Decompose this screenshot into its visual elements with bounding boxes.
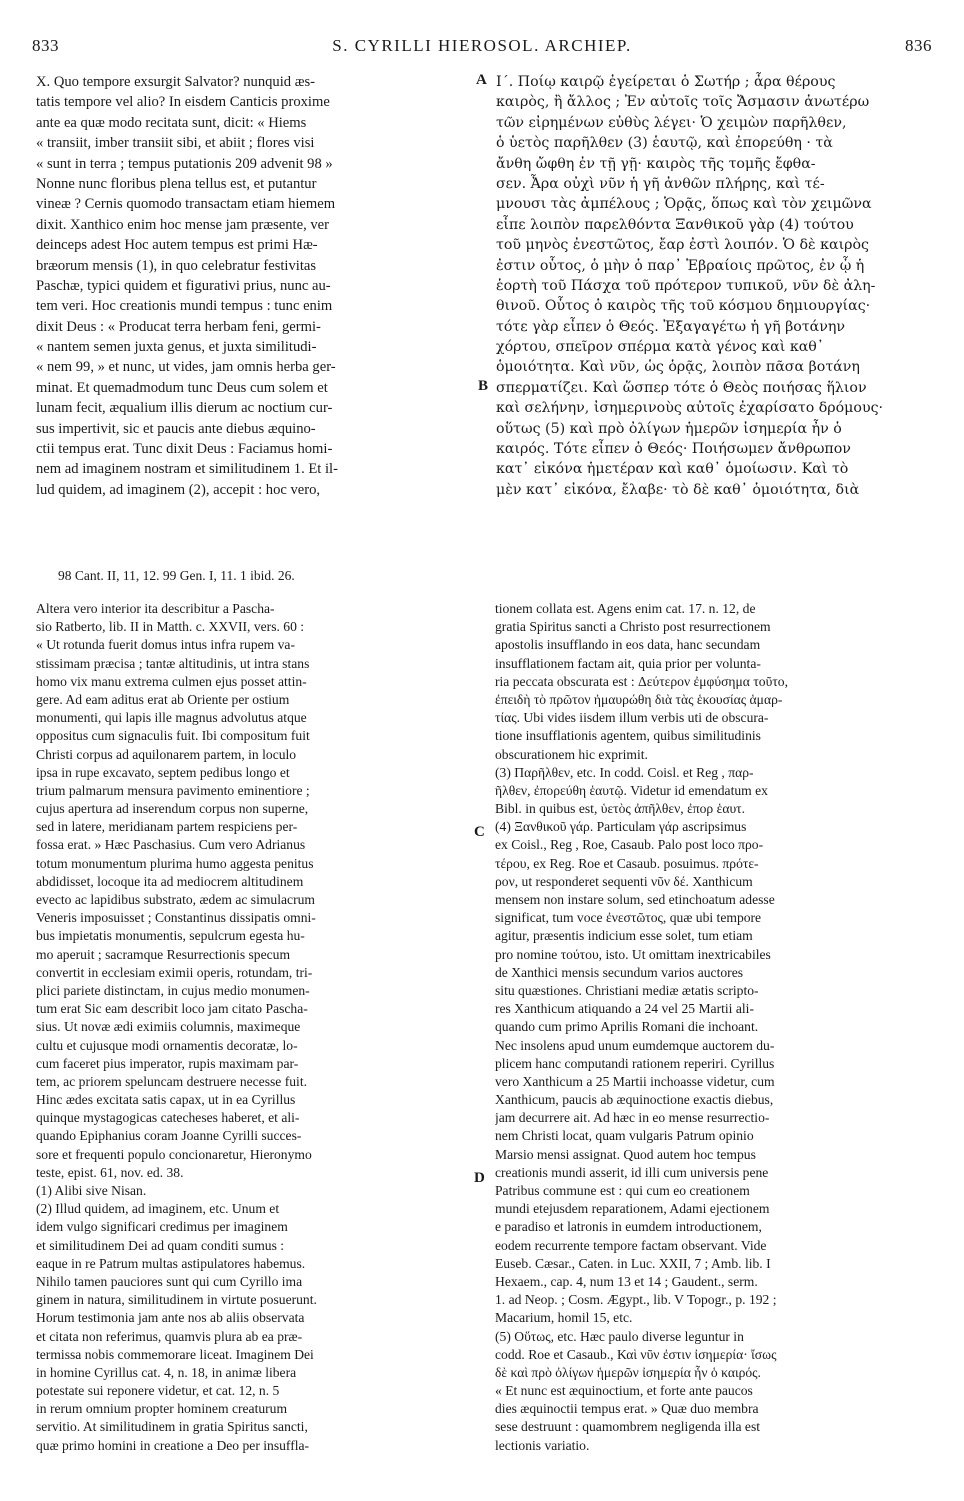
note-line: (4) Ξανθικοῦ γάρ. Particulam γάρ ascripsimus (495, 819, 747, 835)
greek-text-line: καιρὸς, ἢ ἄλλος ; Ἐν αὐτοῖς τοῖς Ἄσμασιν ἀνωτέρω (496, 94, 870, 111)
greek-text-line: εἶπε λοιπὸν παρελθόντα Ξανθικοῦ γὰρ (4) τούτου (496, 216, 854, 233)
note-line: sed in latere, meridianam partem respiciens per- (36, 819, 298, 835)
note-line: (3) Παρῆλθεν, etc. In codd. Coisl. et Reg , παρ- (495, 764, 754, 780)
greek-text-line: Ι΄. Ποίῳ καιρῷ ἐγείρεται ὁ Σωτήρ ; ἆρα θέρους (496, 74, 836, 90)
latin-text-line: « nem 99, » et nunc, ut vides, jam omnis herba ger- (36, 359, 336, 376)
note-line: Euseb. Cæsar., Caten. in Luc. XXII, 7 ; Amb. lib. I (495, 1255, 771, 1271)
greek-text-line: κατ᾽ εἰκόνα ἡμετέραν καὶ καθ᾽ ὁμοίωσιν. Καὶ τὸ (496, 461, 849, 478)
greek-text-column (496, 72, 932, 500)
latin-text-line: lunam fecit, æqualium illis dierum ac noctium cur- (36, 400, 333, 417)
greek-text-line: σπερματίζει. Καὶ ὥσπερ τότε ὁ Θεὸς ποιήσας ἥλιον (496, 379, 867, 396)
note-line: plici pariete distinctam, in cujus medio monumen- (36, 982, 310, 998)
note-line: trium palmarum mensura pavimento eminentiore ; (36, 782, 310, 798)
latin-text-line: Paschæ, typici quidem et figurativi prius, nunc au- (36, 277, 331, 294)
note-line: dies æquinoctii tempus erat. » Quæ duo membra (495, 1401, 759, 1417)
page-number-right: 836 (905, 36, 932, 55)
notes-right-column (495, 600, 931, 1455)
note-line: servitio. At similitudinem in gratia Spiritus sancti, (36, 1419, 308, 1435)
note-line: (2) Illud quidem, ad imaginem, etc. Unum et (36, 1201, 280, 1217)
note-line: Christi corpus ad aquilonarem partem, in loculo (36, 746, 297, 762)
note-line: jam decurrere ait. Ad hæc in eo mense resurrectio- (495, 1110, 770, 1126)
note-line: e paradiso et latronis in eumdem introductionem, (495, 1219, 762, 1235)
greek-text-line: ἐστιν οὗτος, ὁ μὴν ὁ παρ᾽ Ἑβραίοις πρῶτος, ἐν ᾧ ἡ (496, 257, 865, 274)
note-line: eaque in re Patrum multas astipulatores habemus. (36, 1255, 306, 1271)
note-line: vero Xanthicum a 25 Martii inchoasse videtur, cum (495, 1073, 775, 1089)
margin-letter-b: B (478, 378, 489, 394)
note-line: « Ut rotunda fuerit domus intus infra rupem va- (36, 637, 295, 653)
note-line: et similitudinem Dei ad quam conditi sumus : (36, 1237, 285, 1253)
note-line: 1. ad Neop. ; Cosm. Ægypt., lib. V Topogr., p. 192 ; (495, 1292, 777, 1308)
greek-text-line: τότε γὰρ εἶπεν ὁ Θεός. Ἐξαγαγέτω ἡ γῆ βοτάνην (496, 318, 846, 335)
note-line: quando Epiphanius coram Joanne Cyrilli succes- (36, 1128, 302, 1144)
note-line: agitur, præsentis indicium esse solet, tum etiam (495, 928, 753, 944)
note-line: quinque mystagogicas catecheses haberet, et ali- (36, 1110, 300, 1126)
latin-text-line: dixit. Xanthico enim hoc mense jam præsente, ver (36, 216, 330, 233)
note-line: plicem hanc computandi rationem reperiri. Cyrillus (495, 1055, 775, 1071)
latin-text-line: Nonne nunc floribus plena tellus est, et putantur (36, 175, 317, 192)
note-line: tione insufflationis agentem, quibus similitudinis (495, 728, 761, 744)
note-line: pro nomine τούτου, isto. Ut omittam inextricabiles (495, 946, 771, 962)
latin-text-line: deinceps adest Hoc autem tempus est primi Hæ- (36, 237, 318, 254)
note-line: teste, epist. 61, nov. ed. 38. (36, 1164, 184, 1180)
scripture-footnote: 98 Cant. II, 11, 12. 99 Gen. I, 11. 1 ibid. 26. (58, 568, 295, 583)
note-line: mo aperuit ; sacramque Resurrectionis specum (36, 946, 291, 962)
greek-text-line: ἑορτὴ τοῦ Πάσχα τοῦ πρότερον τυπικοῦ, νῦν δὲ ἀλη- (496, 277, 876, 294)
note-line: de Xanthici mensis secundum varios auctores (495, 964, 744, 980)
note-line: (1) Alibi sive Nisan. (36, 1183, 147, 1198)
note-line: Altera vero interior ita describitur a Pascha- (36, 601, 275, 616)
note-line: cultu et cujusque modi ornamentis decoratæ, lo- (36, 1037, 298, 1053)
note-line: bus impietatis monumentis, sepulcrum egesta hu- (36, 928, 305, 944)
latin-text-line: bræorum mensis (1), in quo celebratur festivitas (36, 257, 317, 274)
note-line: Patribus commune est : qui cum eo creationem (495, 1183, 750, 1198)
note-line: quæ primo homini in creatione a Deo per insuffla- (36, 1437, 310, 1453)
latin-text-line: sus impertivit, sic et paucis ante diebus æquino- (36, 420, 316, 437)
note-line: codd. Roe et Casaub., Καὶ νῦν ἐστιν ἰσημερία· ἴσως (495, 1346, 777, 1362)
note-line: Hinc ædes excitata satis capax, ut in ea Cyrillus (36, 1092, 296, 1108)
note-line: « Et nunc est æquinoctium, et forte ante paucos (495, 1383, 753, 1399)
note-line: τέρου, ex Reg. Roe et Casaub. posuimus. πρότε- (495, 855, 759, 871)
note-line: insufflationem factam ait, quia prior per volunta- (495, 655, 761, 671)
note-line: eodem recurrente tempore factam observant. Vide (495, 1237, 767, 1253)
latin-text-column (36, 72, 472, 500)
note-line: fossa erat. » Hæc Paschasius. Cum vero Adrianus (36, 837, 306, 853)
greek-text-line: θινοῦ. Οὗτος ὁ καιρὸς τῆς τοῦ κόσμου δημιουργίας· (496, 298, 871, 315)
running-title: S. CYRILLI HIEROSOL. ARCHIEP. (332, 36, 632, 55)
note-line: totum monumentum plurima humo aggesta penitus (36, 855, 314, 871)
note-line: termissa nobis commemorare liceat. Imaginem Dei (36, 1346, 314, 1362)
note-line: δὲ καὶ πρὸ ὀλίγων ἡμερῶν ἰσημερία ἦν ὁ καιρός. (495, 1364, 761, 1380)
note-line: gratia Spiritus sancti a Christo post resurrectionem (495, 619, 771, 635)
note-line: sio Ratberto, lib. II in Matth. c. XXVII, vers. 60 : (36, 619, 305, 635)
note-line: mensem non instare solum, sed etinchoatum adesse (495, 892, 775, 907)
note-line: lectionis variatio. (495, 1437, 590, 1453)
latin-text-line: minat. Et quemadmodum tunc Deus cum solem et (36, 379, 328, 396)
note-line: convertit in ecclesiam eximii operis, rotundam, tri- (36, 964, 313, 980)
note-line: abdidisset, locoque ita ad mediocrem altitudinem (36, 873, 304, 889)
note-line: Horum testimonia jam ante nos ab aliis observata (36, 1310, 305, 1326)
note-line: Nihilo tamen pauciores sunt qui cum Cyrillo ima (36, 1273, 303, 1289)
greek-text-line: οὕτως (5) καὶ πρὸ ὀλίγων ἡμερῶν ἰσημερία ἦν ὁ (496, 420, 842, 437)
note-line: nem Christi locat, quam vulgaris Patrum opinio (495, 1128, 754, 1144)
greek-text-line: σεν. Ἆρα οὐχὶ νῦν ἡ γῆ ἀνθῶν πλήρης, καὶ τέ- (496, 175, 825, 192)
note-line: mundi etejusdem reparationem, Adami ejectionem (495, 1201, 770, 1217)
latin-text-line: lud quidem, ad imaginem (2), accepit : hoc vero, (36, 481, 321, 498)
note-line: cum faceret pius imperator, rupis maximam par- (36, 1055, 299, 1071)
greek-text-line: τῶν εἰρημένων εὐθὺς λέγει· Ὁ χειμὼν παρῆλθεν, (496, 114, 847, 131)
greek-text-line: μὲν κατ᾽ εἰκόνα, ἔλαβε· τὸ δὲ καθ᾽ ὁμοιότητα, διὰ (496, 481, 860, 498)
note-line: ῆλθεν, ἐπορεύθη ἑαυτῷ. Videtur id emendatum ex (495, 782, 768, 798)
latin-text-line: tatis tempore vel alio? In eisdem Canticis proxime (36, 94, 330, 111)
note-line: stissimam præcisa ; tantæ altitudinis, ut intra stans (36, 655, 310, 671)
note-line: oppositus cum signaculis fuit. Ibi compositum fuit (36, 728, 310, 744)
note-line: evecto ac lapidibus substrato, ædem ac simulacrum (36, 892, 315, 907)
page-header (32, 36, 932, 58)
note-line: Macarium, homil 15, etc. (495, 1310, 633, 1326)
note-line: ρον, ut responderet sequenti νῦν δέ. Xanthicum (495, 873, 753, 889)
latin-text-line: « transiit, imber transiit sibi, et abiit ; flores visi (36, 135, 315, 152)
note-line: sius. Ut novæ ædi eximiis columnis, maximeque (36, 1019, 301, 1035)
note-line: tum erat Sic eam describit loco jam citato Pascha- (36, 1001, 308, 1017)
greek-text-line: ὁμοιότητα. Καὶ νῦν, ὡς ὁρᾷς, λοιπὸν πᾶσα βοτάνη (496, 359, 860, 376)
greek-text-line: τοῦ μηνὸς ἐνεστῶτος, ἔαρ ἐστὶ λοιπόν. Ὁ δὲ καιρὸς (496, 237, 869, 254)
page-number-left: 833 (32, 36, 59, 55)
note-line: res Xanthicum atiquando a 24 vel 25 Martii ali- (495, 1001, 754, 1017)
note-line: potestate sui reponere videtur, et cat. 12, n. 5 (36, 1383, 280, 1399)
note-line: (5) Οὕτως, etc. Hæc paulo diverse leguntur in (495, 1328, 744, 1344)
note-line: cujus apertura ad inserendum corpus non superne, (36, 801, 309, 817)
note-line: in rerum omnium propter hominem creaturum (36, 1401, 288, 1417)
note-line: ginem in natura, similitudinem in virtute posuerunt. (36, 1292, 317, 1308)
latin-text-line: vineæ ? Cernis quomodo transactam etiam hiemem (36, 196, 336, 213)
note-line: Marsio mensi assignat. Quod autem hoc tempus (495, 1146, 756, 1162)
note-line: Xanthicum, paucis ab æquinoctione exactis diebus, (495, 1092, 774, 1108)
note-line: monumenti, qui lapis ille magnus advolutus atque (36, 710, 307, 726)
margin-letter-a: A (476, 72, 487, 88)
latin-text-line: dixit Deus : « Producat terra herbam feni, germi- (36, 318, 321, 335)
note-line: sese destruunt : quamombrem negligenda illa est (495, 1419, 761, 1435)
latin-text-line: ctii tempus erat. Tunc dixit Deus : Faciamus homi- (36, 441, 333, 458)
latin-text-line: « sunt in terra ; tempus putationis 209 advenit 98 » (36, 155, 333, 172)
greek-text-line: χόρτου, σπεῖρον σπέρμα κατὰ γένος καὶ καθ᾽ (496, 339, 824, 356)
greek-text-line: ἄνθη ὤφθη ἐν τῇ γῇ· καιρὸς τῆς τομῆς ἔφθα- (496, 155, 816, 172)
note-line: tionem collata est. Agens enim cat. 17. n. 12, de (495, 601, 756, 616)
latin-text-line: « nantem semen juxta genus, et juxta similitudi- (36, 339, 317, 356)
note-line: Hexaem., cap. 4, num 13 et 14 ; Gaudent., serm. (495, 1273, 758, 1289)
note-line: ria peccata obscurata est : Δεύτερον ἐμφύσημα τοῦτο, (495, 673, 788, 689)
greek-text-line: μνουσι τὰς ἀμπέλους ; Ὁρᾷς, ὅπως καὶ τὸν χειμῶνα (496, 196, 872, 213)
note-line: ἐπειδὴ τὸ πρῶτον ἠμαυρώθη διὰ τὰς ἑκουσίας ἁμαρ- (495, 691, 783, 707)
note-line: apostolis insufflando in eos data, hanc secundam (495, 637, 761, 653)
latin-text-line: ante ea quæ modo recitata sunt, dicit: « Hiems (36, 114, 307, 131)
note-line: Nec insolens apud unum eumdemque auctorem du- (495, 1037, 775, 1053)
greek-text-line: καὶ σελήνην, ἰσημερινοὺς αὐτοῖς ἐχαρίσατο δρόμους· (496, 400, 884, 417)
note-line: quando cum primo Aprilis Romani die inchoant. (495, 1019, 759, 1035)
note-line: Bibl. in quibus est, ὑετὸς ἀπῆλθεν, ἐπορ ἑαυτ. (495, 801, 746, 817)
latin-text-line: X. Quo tempore exsurgit Salvator? nunquid æs- (36, 74, 315, 90)
note-line: obscurationem hic exprimit. (495, 746, 648, 762)
latin-text-line: nem ad imaginem nostram et similitudinem 1. Et il- (36, 461, 338, 478)
note-line: τίας. Ubi vides iisdem illum verbis uti de obscura- (495, 710, 769, 726)
note-line: ipsa in rupe excavato, septem pedibus longo et (36, 764, 290, 780)
note-line: homo vix manu extrema culmen ejus posset attin- (36, 673, 307, 689)
latin-text-line: tem veri. Hoc creationis mundi tempus : tunc enim (36, 298, 333, 315)
note-line: gere. Ad eam aditus erat ab Oriente per ostium (36, 691, 290, 707)
note-line: tem, ac priorem speluncam destruere necesse fuit. (36, 1073, 308, 1089)
note-line: Veneris imposuisset ; Constantinus dissipatis omni- (36, 910, 316, 926)
note-line: et citata non referimus, quamvis plura ab ea præ- (36, 1328, 303, 1344)
note-line: significat, tum voce ἐνεστῶτος, quæ ubi tempore (495, 910, 762, 926)
note-line: creationis mundi asserit, id illi cum universis pene (495, 1164, 769, 1180)
greek-text-line: καιρός. Τότε εἶπεν ὁ Θεός· Ποιήσωμεν ἄνθρωπον (496, 441, 851, 458)
note-line: ex Coisl., Reg , Roe, Casaub. Palo post loco προ- (495, 837, 764, 853)
note-line: idem vulgo significari credimus per imaginem (36, 1219, 288, 1235)
note-line: sore et frequenti populo concionaretur, Hieronymo (36, 1146, 312, 1162)
greek-text-line: ὁ ὑετὸς παρῆλθεν (3) ἑαυτῷ, καὶ ἐπορεύθη · τὰ (496, 135, 833, 152)
note-line: situ quæstiones. Christiani mediæ ætatis scripto- (495, 982, 759, 998)
note-line: in homine Cyrillus cat. 4, n. 18, in animæ libera (36, 1364, 297, 1380)
margin-letter-c: C (474, 824, 485, 840)
notes-left-column (36, 600, 468, 1455)
margin-letter-d: D (474, 1170, 485, 1186)
